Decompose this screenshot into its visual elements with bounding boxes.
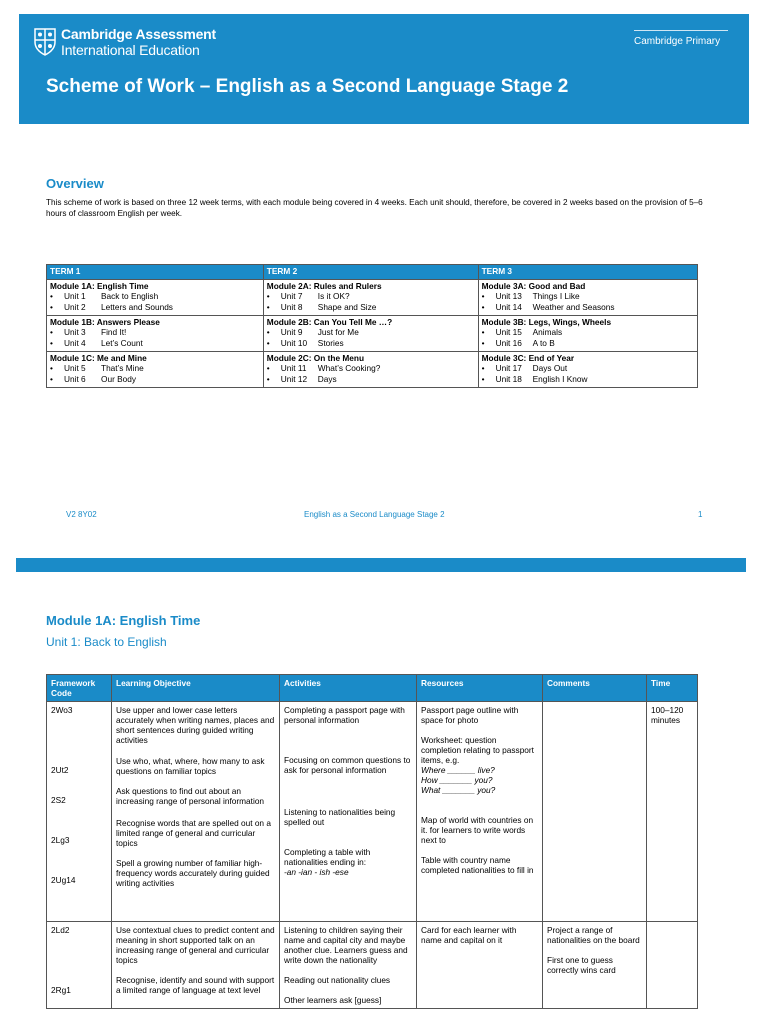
unit-number: Unit 12 [280, 374, 308, 384]
unit-number: Unit 4 [64, 338, 86, 348]
unit-number: Unit 1 [64, 291, 86, 301]
objective-cell [112, 702, 280, 922]
bullet-icon: • [481, 363, 485, 373]
bullet-icon: • [481, 291, 485, 301]
unit-number: Unit 11 [280, 363, 307, 373]
module-title: Module 2C: On the Menu [266, 353, 365, 363]
resource-question: Where ______ live? [421, 765, 495, 775]
learning-objective: Recognise words that are spelled out on a limited range of general and curricular topics [116, 818, 271, 848]
module-title: Module 2B: Can You Tell Me …? [266, 317, 393, 327]
col-comments: Comments [543, 675, 647, 702]
resources-cell [417, 702, 543, 922]
unit-entry [50, 291, 260, 302]
module-title: Module 3C: End of Year [481, 353, 575, 363]
unit-title: Days Out [532, 363, 568, 373]
unit-title: Stories [317, 338, 344, 348]
logo-line-1: Cambridge Assessment [61, 26, 216, 42]
bullet-icon: • [50, 338, 53, 348]
scheme-table [46, 674, 698, 1009]
unit-number: Unit 3 [64, 327, 86, 337]
module-cell [263, 280, 478, 316]
bullet-icon: • [50, 291, 53, 301]
brand-label: Cambridge Primary [634, 36, 721, 47]
unit-number: Unit 15 [495, 327, 522, 337]
learning-objective: Use contextual clues to predict content and meaning in short supported talk on an increasing range of general and curricular topics [116, 925, 275, 965]
unit-number: Unit 13 [495, 291, 522, 301]
shield-icon [34, 28, 56, 56]
unit-title: Let’s Count [101, 338, 143, 348]
framework-code: 2Rg1 [51, 985, 71, 995]
resource-question: How _______ you? [421, 775, 493, 785]
module-cell [47, 280, 264, 316]
unit-number: Unit 17 [495, 363, 522, 373]
unit-title: English I Know [532, 374, 588, 384]
unit-entry [267, 327, 475, 338]
objective-cell [112, 922, 280, 1009]
unit-entry [50, 327, 260, 338]
activity: Completing a table with nationalities ending in: [284, 847, 371, 867]
page-title: Scheme of Work – English as a Second Language Stage 2 [46, 76, 569, 97]
bullet-icon: • [266, 302, 270, 312]
bullet-icon: • [266, 291, 270, 301]
bullet-icon: • [50, 374, 53, 384]
activity: Reading out nationality clues [284, 975, 391, 985]
framework-code: 2Ug14 [51, 875, 76, 885]
logo-line-2: International Education [61, 42, 200, 58]
unit-number: Unit 6 [64, 374, 86, 384]
col-framework-code: Framework Code [47, 675, 112, 702]
bullet-icon: • [266, 327, 270, 337]
activity: Other learners ask [guess] [284, 995, 382, 1005]
unit-entry [267, 374, 475, 385]
resource: Map of world with countries on it. for learners to write words next to [421, 815, 534, 845]
bullet-icon: • [481, 302, 485, 312]
unit-title: Our Body [101, 374, 137, 384]
footer-title: English as a Second Language Stage 2 [304, 510, 445, 519]
resource: Card for each learner with name and capital on it [421, 925, 517, 945]
framework-code: 2S2 [51, 795, 66, 805]
comments-cell [543, 702, 647, 922]
comments-cell [543, 922, 647, 1009]
activity: Listening to children saying their name and capital city and maybe another clue. Learners guess and write down the nationality [284, 925, 408, 965]
scheme-table-header [47, 675, 698, 702]
unit-entry [482, 338, 694, 349]
unit-title: Shape and Size [317, 302, 377, 312]
code-cell [47, 922, 112, 1009]
resource-question: What _______ you? [421, 785, 496, 795]
activity-suffixes: -an -ian - ish -ese [284, 867, 349, 877]
bullet-icon: • [481, 327, 485, 337]
learning-objective: Use who, what, where, how many to ask questions on familiar topics [116, 756, 265, 776]
page-number: 1 [698, 510, 703, 519]
footer-code: V2 8Y02 [66, 510, 97, 519]
unit-title: Things I Like [532, 291, 580, 301]
unit-title: Back to English [101, 291, 159, 301]
bullet-icon: • [266, 338, 270, 348]
framework-code: 2Wo3 [51, 705, 73, 715]
resources-cell [417, 922, 543, 1009]
unit-number: Unit 9 [280, 327, 303, 337]
bullet-icon: • [266, 374, 270, 384]
unit-number: Unit 8 [280, 302, 303, 312]
bullet-icon: • [481, 338, 485, 348]
comment: Project a range of nationalities on the board [547, 925, 640, 945]
col-time: Time [647, 675, 698, 702]
unit-title: That’s Mine [101, 363, 144, 373]
unit-title: Days [317, 374, 337, 384]
module-title: Module 1A: English Time [50, 281, 149, 291]
term-2-header: TERM 2 [263, 265, 478, 280]
resource: Worksheet: question completion relating to passport items, e.g. [421, 735, 534, 765]
unit-title: What’s Cooking? [317, 363, 381, 373]
unit-number: Unit 10 [280, 338, 308, 348]
framework-code: 2Ut2 [51, 765, 69, 775]
framework-code: 2Lg3 [51, 835, 70, 845]
cambridge-logo [34, 26, 214, 60]
unit-entry [267, 302, 475, 313]
code-cell [47, 702, 112, 922]
unit-entry [482, 291, 694, 302]
unit-entry [50, 338, 260, 349]
table-row [47, 922, 698, 1009]
unit-number: Unit 14 [495, 302, 522, 312]
unit-entry [267, 363, 475, 374]
module-cell [263, 352, 478, 388]
col-resources: Resources [417, 675, 543, 702]
brand-divider [634, 30, 728, 31]
unit-title: Is it OK? [317, 291, 350, 301]
table-row [47, 702, 698, 922]
unit-title: Weather and Seasons [532, 302, 615, 312]
unit-number: Unit 2 [64, 302, 86, 312]
module-cell [47, 352, 264, 388]
unit-number: Unit 18 [495, 374, 522, 384]
activity: Listening to nationalities being spelled out [284, 807, 396, 827]
activity: Focusing on common questions to ask for personal information [284, 755, 411, 775]
bullet-icon: • [50, 302, 53, 312]
module-title: Module 1B: Answers Please [50, 317, 160, 327]
unit-entry [482, 302, 694, 313]
module-heading: Module 1A: English Time [46, 613, 201, 628]
module-title: Module 3A: Good and Bad [481, 281, 586, 291]
bullet-icon: • [50, 363, 53, 373]
bullet-icon: • [50, 327, 53, 337]
unit-entry [267, 291, 475, 302]
time-cell [647, 922, 698, 1009]
activities-cell [280, 922, 417, 1009]
framework-code: 2Ld2 [51, 925, 70, 935]
unit-title: Find It! [101, 327, 127, 337]
unit-heading: Unit 1: Back to English [46, 635, 167, 649]
unit-entry [267, 338, 475, 349]
resource: Table with country name completed nationalities to fill in [421, 855, 534, 875]
col-learning-objective: Learning Objective [112, 675, 280, 702]
unit-number: Unit 7 [280, 291, 303, 301]
unit-title: Just for Me [317, 327, 359, 337]
unit-entry [482, 363, 694, 374]
overview-heading: Overview [46, 176, 104, 191]
module-cell [478, 352, 697, 388]
module-title: Module 3B: Legs, Wings, Wheels [481, 317, 612, 327]
unit-entry [50, 363, 260, 374]
comment: First one to guess correctly wins card [547, 955, 616, 975]
term-table-row [47, 316, 698, 352]
overview-text: This scheme of work is based on three 12 week terms, with each module being covered in 4 weeks. Each unit should, therefore, be covered in 2 weeks based on the provision of 5–6 hours of classroom English per week. [46, 198, 703, 218]
activity: Completing a passport page with personal information [284, 705, 405, 725]
page-header-band [16, 558, 746, 572]
unit-title: Animals [532, 327, 563, 337]
term-table-row [47, 352, 698, 388]
unit-entry [50, 302, 260, 313]
term-table-header [47, 265, 698, 280]
module-cell [47, 316, 264, 352]
unit-number: Unit 16 [495, 338, 522, 348]
unit-title: A to B [532, 338, 555, 348]
module-title: Module 2A: Rules and Rulers [266, 281, 382, 291]
time-cell: 100–120 minutes [647, 702, 698, 922]
term-3-header: TERM 3 [478, 265, 697, 280]
activities-cell [280, 702, 417, 922]
term-1-header: TERM 1 [47, 265, 264, 280]
unit-title: Letters and Sounds [101, 302, 173, 312]
module-cell [478, 280, 697, 316]
term-table-row [47, 280, 698, 316]
learning-objective: Recognise, identify and sound with support a limited range of language at text level [116, 975, 275, 995]
unit-entry [482, 327, 694, 338]
unit-entry [482, 374, 694, 385]
learning-objective: Spell a growing number of familiar high-frequency words accurately during guided writing activities [116, 858, 270, 888]
module-cell [263, 316, 478, 352]
resource: Passport page outline with space for photo [421, 705, 519, 725]
learning-objective: Use upper and lower case letters accurately when writing names, places and short sentences during guided writing activities [116, 705, 275, 745]
col-activities: Activities [280, 675, 417, 702]
bullet-icon: • [481, 374, 485, 384]
module-title: Module 1C: Me and Mine [50, 353, 147, 363]
bullet-icon: • [266, 363, 270, 373]
unit-number: Unit 5 [64, 363, 86, 373]
term-table [46, 264, 698, 388]
module-cell [478, 316, 697, 352]
learning-objective: Ask questions to find out about an increasing range of personal information [116, 786, 265, 806]
unit-entry [50, 374, 260, 385]
